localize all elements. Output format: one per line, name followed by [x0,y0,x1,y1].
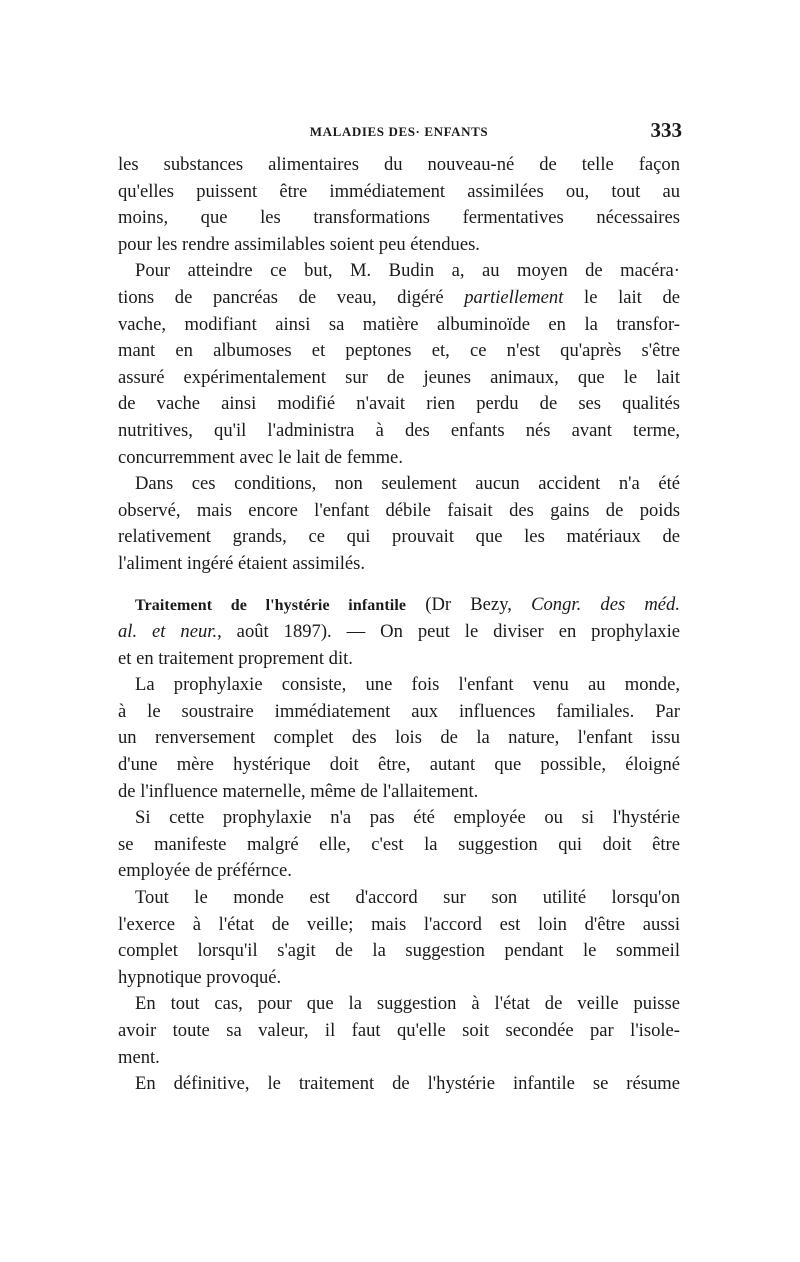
text-line: qu'elles puissent être immédiatement assimilées ou, tout au [118,180,680,202]
italic-run: al. et neur. [118,621,218,643]
text-line: l'aliment ingéré étaient assimilés. [118,552,366,574]
text-line: Pour atteindre ce but, M. Budin a, au moyen de macéra· [135,260,680,282]
text-line [118,592,680,620]
page-number: 333 [650,118,682,142]
text-run: le lait de [563,286,680,308]
paragraph-5 [118,672,680,805]
text-line: mant en albumoses et peptones et, ce n'est qu'après s'être [118,340,680,362]
text-line: concurremment avec le lait de femme. [118,446,403,468]
paragraph-7 [118,885,680,991]
text-line: employée de préférnce. [118,860,292,882]
text-run: (Dr Bezy, [406,593,532,615]
text-line [118,619,680,646]
text-line: un renversement complet des lois de la nature, l'enfant issu [118,727,680,749]
section-heading: Traitement de l'hystérie infantile [135,596,407,614]
running-head [118,118,682,146]
book-page [118,118,682,1098]
section-gap [118,578,680,592]
text-line: les substances alimentaires du nouveau-né de telle façon [118,154,680,175]
text-line: à le soustraire immédiatement aux influences familiales. Par [118,700,680,722]
text-line: En définitive, le traitement de l'hystérie infantile se résume [135,1073,680,1095]
text-line: moins, que les transformations fermentatives nécessaires [118,207,680,229]
text-line: La prophylaxie consiste, une fois l'enfant venu au monde, [135,674,680,696]
paragraph-3 [118,471,680,577]
text-line: pour les rendre assimilables soient peu étendues. [118,233,480,255]
text-line: avoir toute sa valeur, il faut qu'elle soit secondée par l'isole- [118,1020,680,1041]
text-line [118,285,680,312]
text-line: hypnotique provoqué. [118,966,282,988]
text-line: Dans ces conditions, non seulement aucun accident n'a été [135,473,680,495]
text-line: relativement grands, ce qui prouvait que les matériaux de [118,526,680,548]
text-line: et en traitement proprement dit. [118,647,353,669]
text-line: vache, modifiant ainsi sa matière albuminoïde en la transfor- [118,313,680,335]
running-title: MALADIES DES· ENFANTS [309,124,489,139]
italic-run: partiellement [464,286,564,308]
text-line: de vache ainsi modifié n'avait rien perdu de ses qualités [118,393,680,415]
text-run: , août 1897). — On peut le diviser en prophylaxie [217,621,680,643]
text-line: de l'influence maternelle, même de l'allaitement. [118,780,479,802]
text-line: complet lorsqu'il s'agit de la suggestion pendant le sommeil [118,940,680,962]
text-line: ment. [118,1046,160,1068]
paragraph-2 [118,258,680,471]
paragraph-9 [118,1071,680,1098]
text-line: assuré expérimentalement sur de jeunes animaux, que le lait [118,366,680,388]
paragraph-4 [118,592,680,673]
paragraph-8 [118,991,680,1071]
text-line: d'une mère hystérique doit être, autant que possible, éloigné [118,754,680,776]
text-line: l'exerce à l'état de veille; mais l'accord est loin d'être aussi [118,913,680,935]
text-line: observé, mais encore l'enfant débile faisait des gains de poids [118,499,680,521]
text-line: Tout le monde est d'accord sur son utilité lorsqu'on [135,887,680,909]
text-line: nutritives, qu'il l'administra à des enfants nés avant terme, [118,419,680,441]
text-line: En tout cas, pour que la suggestion à l'état de veille puisse [135,993,680,1015]
paragraph-1 [118,152,680,258]
paragraph-6 [118,805,680,885]
text-run: tions de pancréas de veau, digéré [118,286,465,308]
text-line: se manifeste malgré elle, c'est la suggestion qui doit être [118,833,680,855]
italic-run: Congr. des méd. [531,593,680,615]
text-line: Si cette prophylaxie n'a pas été employée ou si l'hystérie [135,807,680,829]
